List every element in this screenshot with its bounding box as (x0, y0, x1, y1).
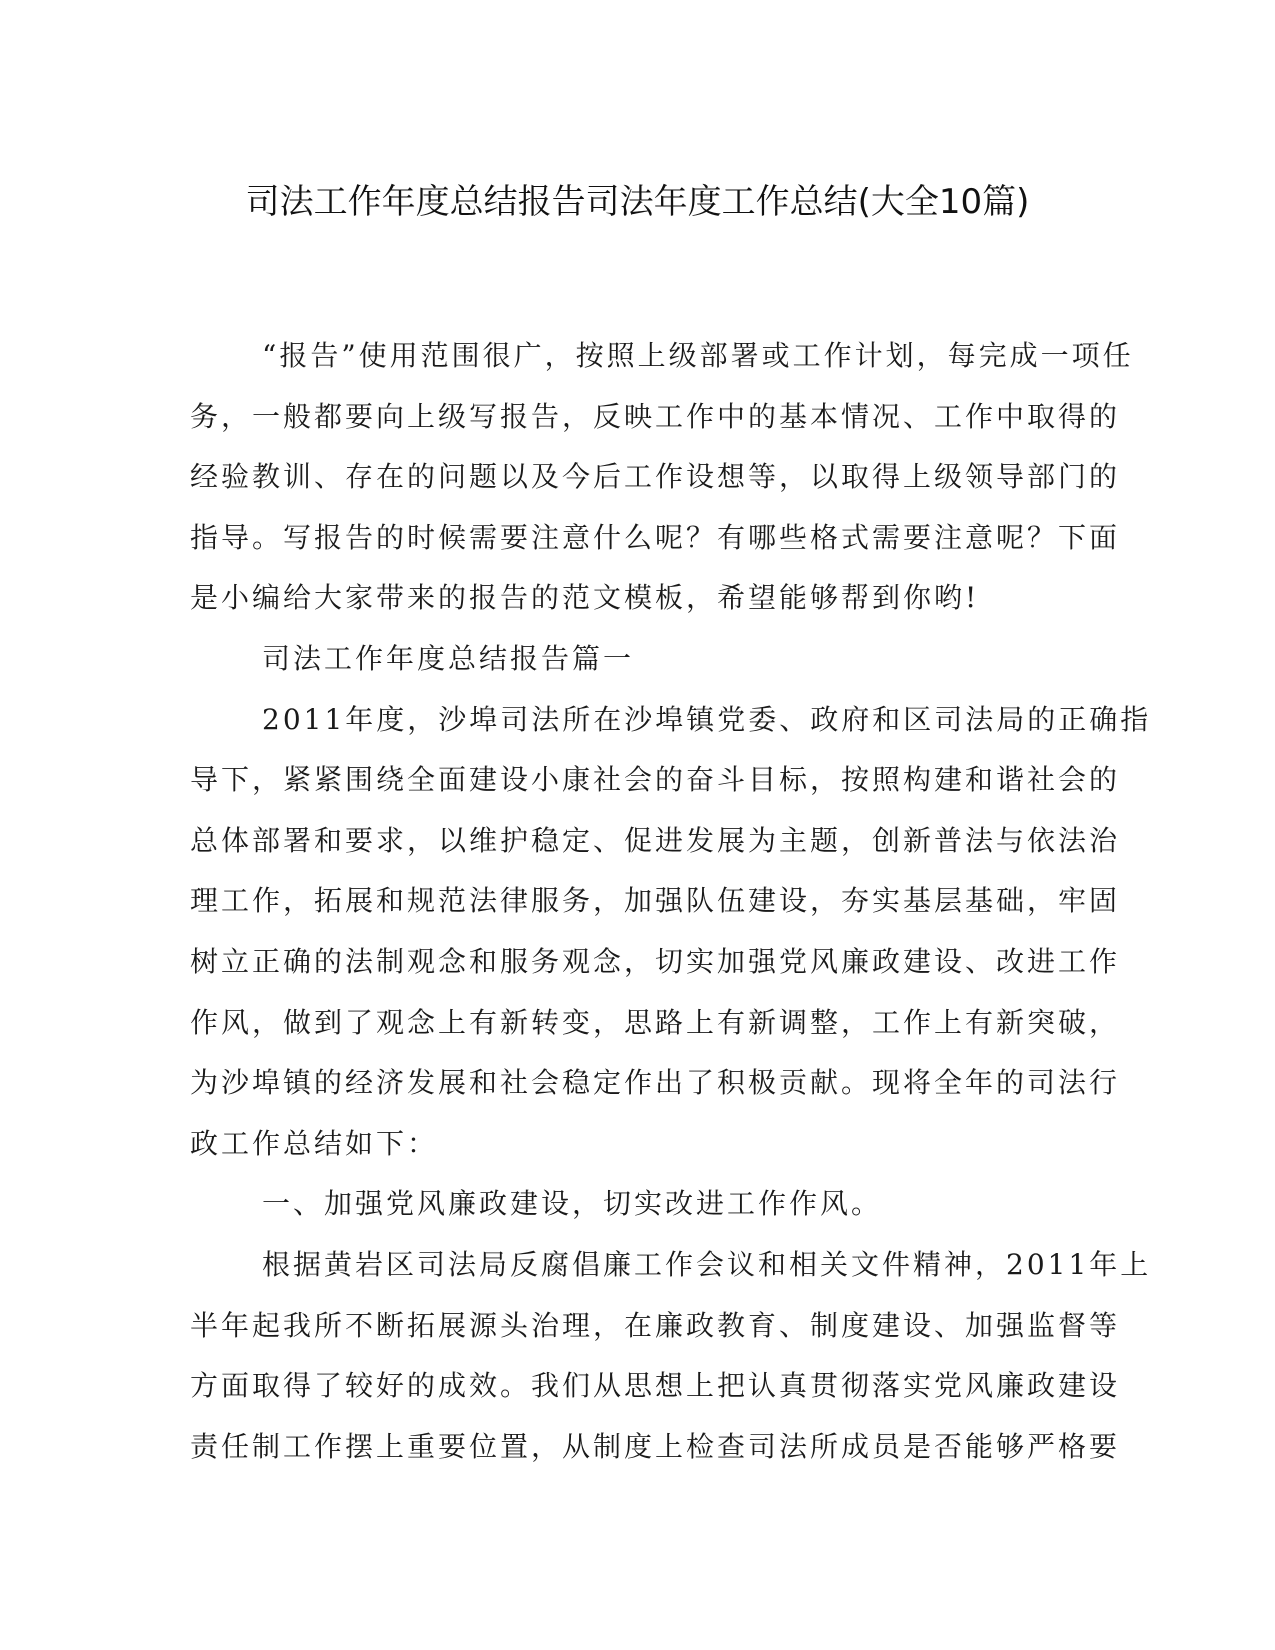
text-line: 一、加强党风廉政建设，切实改进工作作风。 (262, 1187, 883, 1221)
text-line: 是小编给大家带来的报告的范文模板，希望能够帮到你哟! (190, 581, 980, 615)
text-line: 指导。写报告的时候需要注意什么呢？有哪些格式需要注意呢？下面 (190, 520, 1121, 554)
document-body (190, 326, 1152, 1477)
text-line: 根据黄岩区司法局反腐倡廉工作会议和相关文件精神，2011年上 (262, 1247, 1152, 1281)
text-line: 2011年度，沙埠司法所在沙埠镇党委、政府和区司法局的正确指 (262, 702, 1152, 736)
text-line: 树立正确的法制观念和服务观念，切实加强党风廉政建设、改进工作 (190, 944, 1121, 978)
text-line: 半年起我所不断拓展源头治理，在廉政教育、制度建设、加强监督等 (190, 1308, 1121, 1342)
text-line: 理工作，拓展和规范法律服务，加强队伍建设，夯实基层基础，牢固 (190, 884, 1121, 918)
text-line: 政工作总结如下： (190, 1126, 439, 1160)
text-line: 为沙埠镇的经济发展和社会稳定作出了积极贡献。现将全年的司法行 (190, 1066, 1121, 1100)
text-line: 作风，做到了观念上有新转变，思路上有新调整，工作上有新突破， (190, 1005, 1121, 1039)
text-line: 导下，紧紧围绕全面建设小康社会的奋斗目标，按照构建和谐社会的 (190, 763, 1121, 797)
text-line: 方面取得了较好的成效。我们从思想上把认真贯彻落实党风廉政建设 (190, 1369, 1121, 1403)
text-line: 责任制工作摆上重要位置，从制度上检查司法所成员是否能够严格要 (190, 1429, 1121, 1463)
text-line: 司法工作年度总结报告篇一 (262, 641, 635, 675)
text-line: 经验教训、存在的问题以及今后工作设想等，以取得上级领导部门的 (190, 460, 1121, 494)
text-line: 务，一般都要向上级写报告，反映工作中的基本情况、工作中取得的 (190, 399, 1121, 433)
text-line: “报告”使用范围很广，按照上级部署或工作计划，每完成一项任 (262, 339, 1134, 372)
document-title: 司法工作年度总结报告司法年度工作总结(大全10篇) (245, 182, 1030, 222)
text-line: 总体部署和要求，以维护稳定、促进发展为主题，创新普法与依法治 (190, 823, 1121, 857)
